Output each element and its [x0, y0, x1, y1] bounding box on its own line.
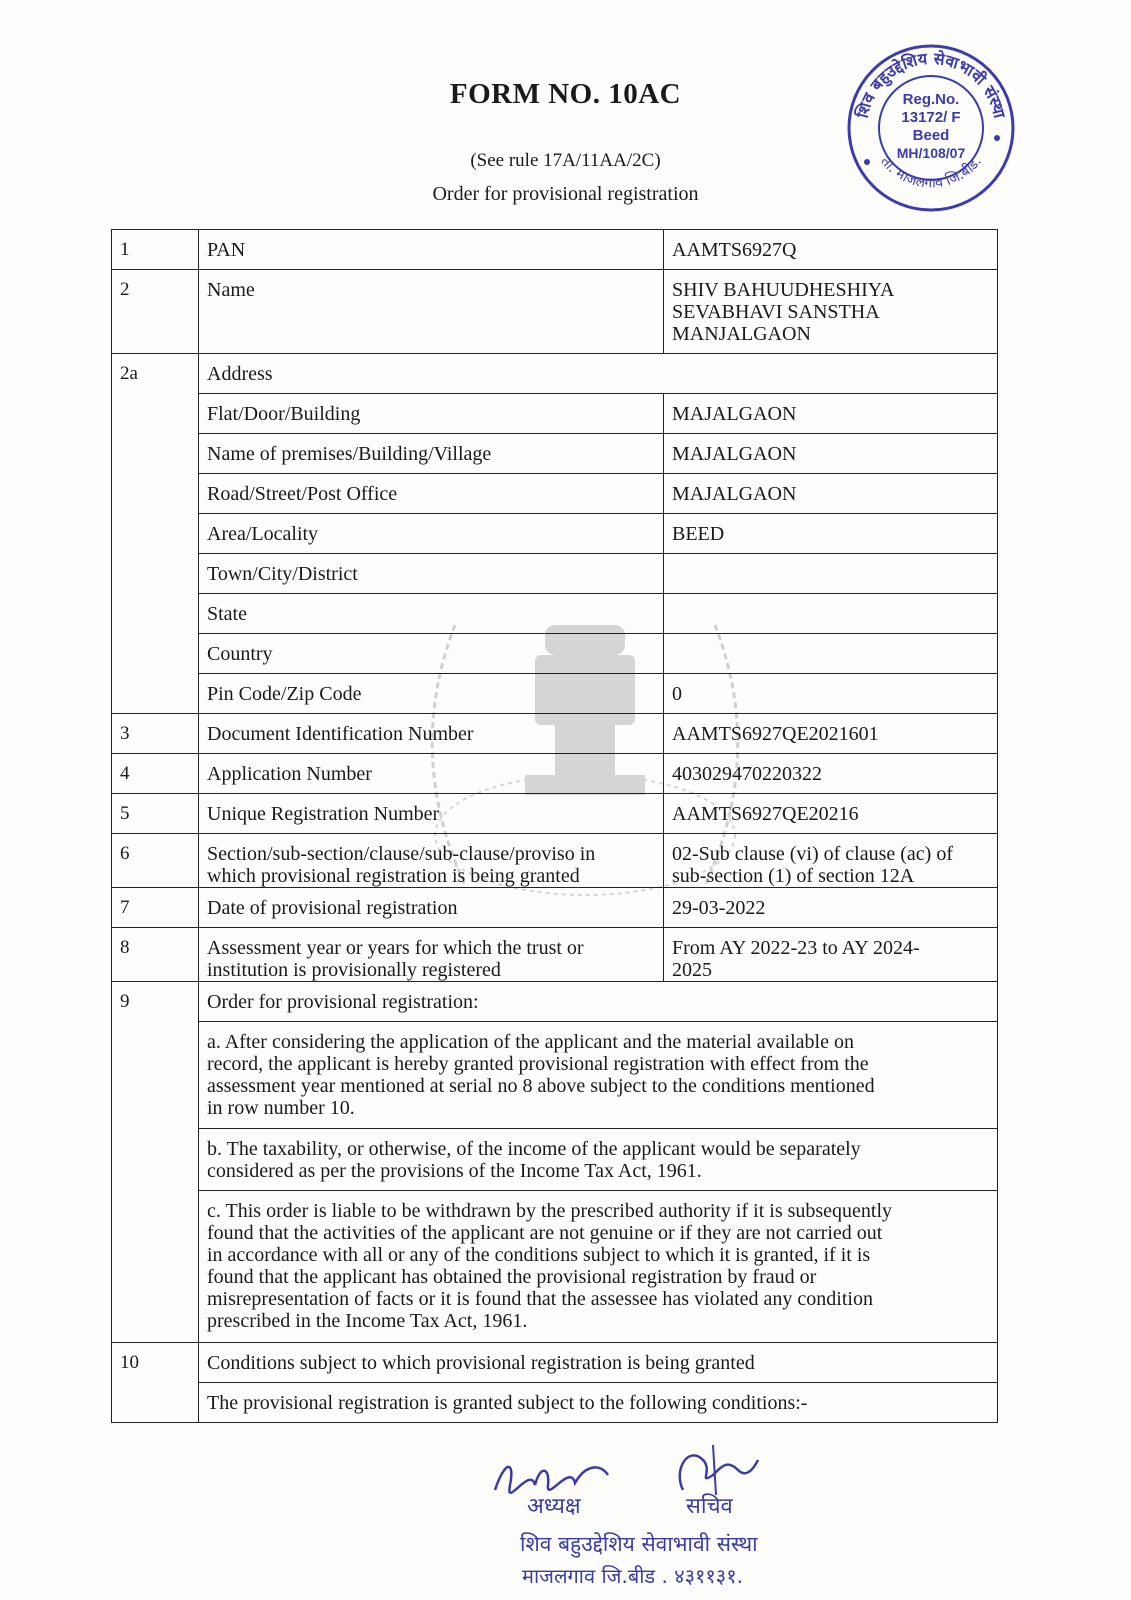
label-line: institution is provisionally registered: [207, 959, 501, 981]
field-label: Pin Code/Zip Code: [199, 674, 664, 714]
table-row: [112, 474, 998, 514]
serial-number: 3: [112, 714, 199, 754]
value-line: SEVABHAVI SANSTHA: [672, 301, 880, 323]
paragraph-line: found that the activities of the applicant are not genuine or if they are not carried out: [207, 1222, 883, 1244]
section-heading: Address: [199, 354, 998, 394]
field-value: BEED: [664, 514, 998, 554]
table-row: [112, 514, 998, 554]
paragraph-line: prescribed in the Income Tax Act, 1961.: [207, 1310, 528, 1332]
serial-number: 9: [112, 982, 199, 1343]
table-row: [112, 394, 998, 434]
field-value: 403029470220322: [664, 754, 998, 794]
serial-number: 6: [112, 834, 199, 888]
field-value: 29-03-2022: [664, 888, 998, 928]
serial-number: 8: [112, 928, 199, 982]
paragraph-line: found that the applicant has obtained the provisional registration by fraud or: [207, 1266, 817, 1288]
paragraph-line: b. The taxability, or otherwise, of the income of the applicant would be separately: [207, 1138, 861, 1160]
serial-number: 2: [112, 270, 199, 354]
table-row: [112, 594, 998, 634]
field-label: PAN: [199, 230, 664, 270]
order-paragraph-c: [199, 1191, 998, 1343]
organisation-name-stamp: शिव बहुउद्देशिय सेवाभावी संस्था: [520, 1532, 758, 1556]
rule-reference: (See rule 17A/11AA/2C): [470, 150, 661, 171]
field-value: [664, 834, 998, 888]
paragraph-line: record, the applicant is hereby granted provisional registration with effect from the: [207, 1053, 869, 1075]
field-label: Application Number: [199, 754, 664, 794]
seal-ring-text: शिव बहुउद्देशिय सेवाभावी संस्था: [852, 48, 1010, 120]
organisation-address-stamp: माजलगाव जि.बीड . ४३११३१.: [522, 1564, 743, 1588]
conditions-intro: The provisional registration is granted subject to the following conditions:-: [199, 1383, 998, 1423]
field-value: [664, 270, 998, 354]
table-row: [112, 634, 998, 674]
paragraph-line: in accordance with all or any of the conditions subject to which it is granted, if it is: [207, 1244, 871, 1266]
paragraph-line: c. This order is liable to be withdrawn by the prescribed authority if it is subsequently: [207, 1200, 893, 1222]
field-value: [664, 634, 998, 674]
value-line: MANJALGAON: [672, 323, 811, 345]
value-line: sub-section (1) of section 12A: [672, 865, 915, 887]
field-label: Road/Street/Post Office: [199, 474, 664, 514]
field-value: AAMTS6927QE20216: [664, 794, 998, 834]
serial-number: 4: [112, 754, 199, 794]
seal-reg-line: Beed: [912, 127, 950, 144]
organisation-seal: [845, 42, 1017, 214]
field-label: Unique Registration Number: [199, 794, 664, 834]
value-line: From AY 2022-23 to AY 2024-: [672, 937, 920, 959]
table-row: [112, 794, 998, 834]
value-line: 02-Sub clause (vi) of clause (ac) of: [672, 843, 953, 865]
field-label: Name of premises/Building/Village: [199, 434, 664, 474]
paragraph-line: considered as per the provisions of the Income Tax Act, 1961.: [207, 1160, 702, 1182]
seal-lower-text: ता. माजलगाव जि.बीड.: [877, 153, 985, 192]
field-value: [664, 928, 998, 982]
field-value: AAMTS6927QE2021601: [664, 714, 998, 754]
paragraph-line: a. After considering the application of the applicant and the material available on: [207, 1031, 854, 1053]
field-label: Name: [199, 270, 664, 354]
table-row: [112, 754, 998, 794]
serial-number: 10: [112, 1343, 199, 1423]
field-value: MAJALGAON: [664, 474, 998, 514]
table-row: [112, 982, 998, 1022]
president-label: अध्यक्ष: [527, 1494, 581, 1519]
field-value: MAJALGAON: [664, 394, 998, 434]
value-line: SHIV BAHUUDHESHIYA: [672, 279, 895, 301]
value-line: 2025: [672, 959, 712, 981]
field-label: [199, 834, 664, 888]
table-row: [112, 674, 998, 714]
field-value: 0: [664, 674, 998, 714]
label-line: Assessment year or years for which the trust or: [207, 937, 584, 959]
table-row: [112, 354, 998, 394]
registration-details-table: [111, 229, 998, 1423]
form-title: FORM NO. 10AC: [449, 78, 682, 110]
paragraph-line: misrepresentation of facts or it is found that the assessee has violated any condition: [207, 1288, 873, 1310]
form-subtitle: Order for provisional registration: [432, 183, 699, 205]
field-label: Document Identification Number: [199, 714, 664, 754]
table-row: [112, 1129, 998, 1191]
field-label: Country: [199, 634, 664, 674]
table-row: [112, 270, 998, 354]
field-label: [199, 928, 664, 982]
field-label: Flat/Door/Building: [199, 394, 664, 434]
table-row: [112, 554, 998, 594]
seal-reg-line: Reg.No.: [902, 91, 960, 108]
table-row: [112, 434, 998, 474]
serial-number: 7: [112, 888, 199, 928]
seal-reg-line: MH/108/07: [896, 145, 966, 161]
serial-number: 2a: [112, 354, 199, 714]
field-label: State: [199, 594, 664, 634]
table-row: [112, 1191, 998, 1343]
table-row: [112, 714, 998, 754]
field-value: MAJALGAON: [664, 434, 998, 474]
table-row: [112, 834, 998, 888]
field-value: [664, 554, 998, 594]
paragraph-line: in row number 10.: [207, 1097, 355, 1119]
secretary-label: सचिव: [686, 1494, 733, 1519]
section-heading: Conditions subject to which provisional registration is being granted: [199, 1343, 998, 1383]
table-row: [112, 230, 998, 270]
label-line: which provisional registration is being granted: [207, 865, 580, 887]
table-row: [112, 888, 998, 928]
seal-reg-line: 13172/ F: [901, 109, 961, 126]
serial-number: 1: [112, 230, 199, 270]
order-paragraph-b: [199, 1129, 998, 1191]
field-label: Area/Locality: [199, 514, 664, 554]
field-label: Date of provisional registration: [199, 888, 664, 928]
table-row: [112, 928, 998, 982]
table-row: [112, 1383, 998, 1423]
field-label: Town/City/District: [199, 554, 664, 594]
field-value: [664, 594, 998, 634]
order-paragraph-a: [199, 1022, 998, 1129]
field-value: AAMTS6927Q: [664, 230, 998, 270]
table-row: [112, 1343, 998, 1383]
label-line: Section/sub-section/clause/sub-clause/proviso in: [207, 843, 596, 865]
serial-number: 5: [112, 794, 199, 834]
paragraph-line: assessment year mentioned at serial no 8 above subject to the conditions mentioned: [207, 1075, 875, 1097]
table-row: [112, 1022, 998, 1129]
section-heading: Order for provisional registration:: [199, 982, 998, 1022]
